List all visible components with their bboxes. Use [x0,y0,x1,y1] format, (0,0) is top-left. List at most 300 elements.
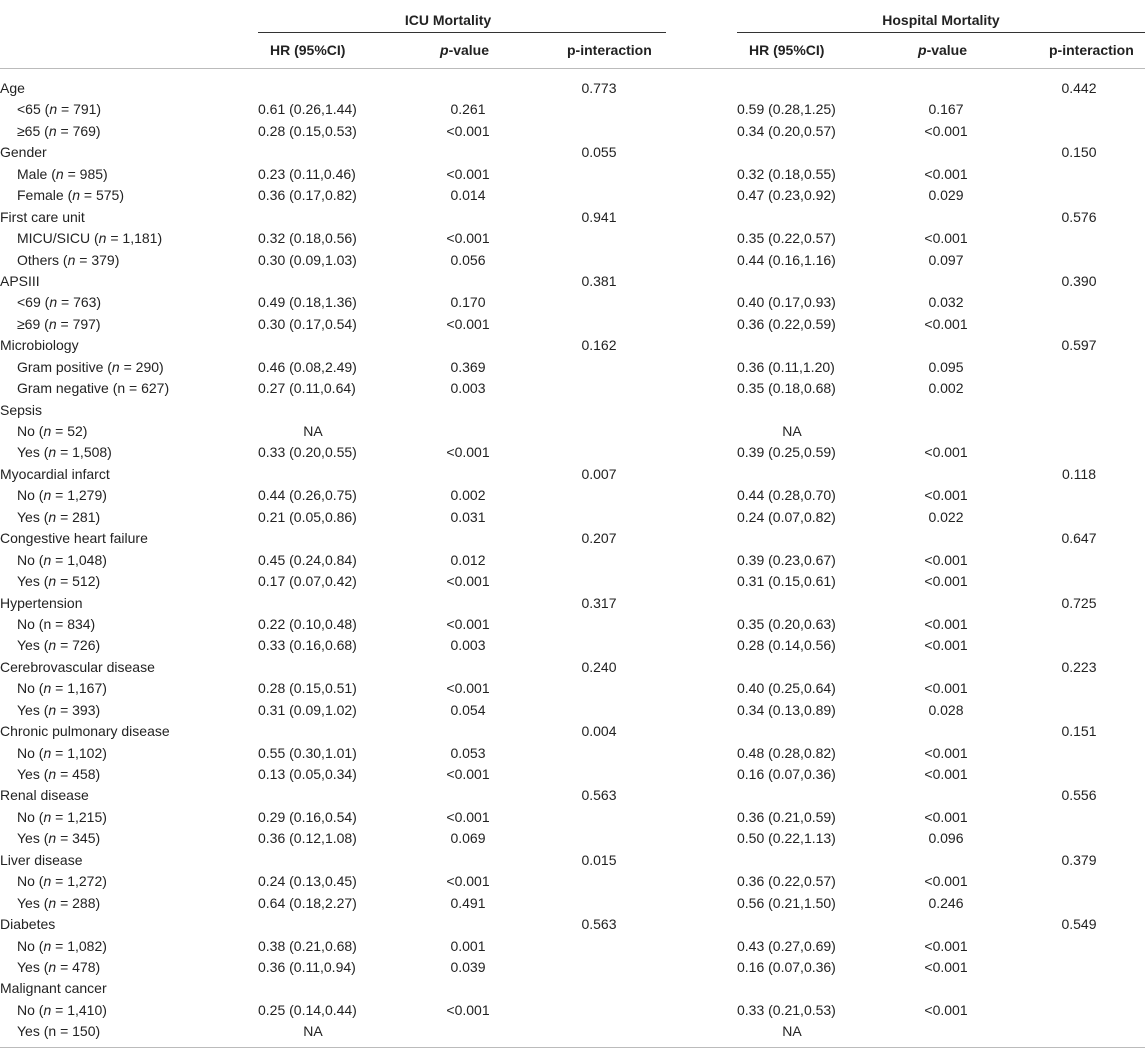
category-label: Chronic pulmonary disease [0,723,170,740]
table-category-row [0,464,1145,485]
subgroup-label [17,1021,100,1042]
icu-pvalue-cell: <0.001 [446,230,490,247]
icu-pvalue-cell: 0.003 [450,380,486,397]
subgroup-label [17,700,100,721]
subgroup-n-symbol: n [55,165,64,182]
subgroup-label [17,571,100,592]
hospital-hr-cell: 0.36 (0.22,0.59) [737,315,836,332]
subgroup-label-text: No (n = 834) [17,615,96,632]
hospital-hr-cell: 0.48 (0.28,0.82) [737,744,836,761]
subgroup-n-symbol: n [43,744,52,761]
category-label: Microbiology [0,337,79,354]
table-row [0,764,1145,785]
subgroup-label [17,550,107,571]
subgroup-label [17,421,87,442]
table-category-row [0,978,1145,999]
table-category-row [0,721,1145,742]
icu-hr-cell: 0.33 (0.20,0.55) [258,444,357,461]
hospital-hr-cell: 0.34 (0.13,0.89) [737,701,836,718]
hospital-pinteraction-cell: 0.118 [1062,465,1096,482]
icu-pvalue-cell: <0.001 [446,808,490,825]
subgroup-label-text: No ( [17,808,44,825]
hospital-pvalue-cell: <0.001 [924,808,968,825]
hospital-hr-cell: 0.28 (0.14,0.56) [737,637,836,654]
table-row [0,957,1145,978]
subgroup-n-symbol: n [48,444,57,461]
icu-pvalue-cell: <0.001 [446,873,490,890]
icu-pvalue-cell: <0.001 [446,573,490,590]
icu-pinteraction-cell: 0.317 [581,594,617,611]
subgroup-label [17,314,101,335]
subgroup-label-text: ≥65 ( [17,122,49,139]
subgroup-n-symbol: n [72,187,81,204]
hospital-hr-cell: 0.44 (0.16,1.16) [737,251,836,268]
subgroup-n-value: = 1,215) [51,808,107,825]
table-category-row [0,78,1145,99]
hospital-pvalue-cell: 0.095 [928,358,964,375]
subgroup-n-value: = 1,167) [51,680,107,697]
subgroup-n-symbol: n [48,894,57,911]
table-row [0,164,1145,185]
hospital-hr-cell: 0.24 (0.07,0.82) [737,508,836,525]
table-row [0,421,1145,442]
subgroup-label-text: Yes ( [17,573,49,590]
icu-pvalue-cell: 0.003 [450,637,486,654]
category-label: Renal disease [0,787,89,804]
hospital-pinteraction-cell: 0.556 [1061,787,1097,804]
icu-hr-cell: 0.28 (0.15,0.53) [258,122,357,139]
subgroup-label [17,442,112,463]
icu-pinteraction-cell: 0.015 [581,851,617,868]
category-label: Myocardial infarct [0,465,110,482]
group-header-icu: ICU Mortality [404,12,492,28]
subgroup-n-symbol: n [48,958,57,975]
subgroup-n-symbol: n [48,573,57,590]
hospital-pvalue-cell: <0.001 [924,680,968,697]
icu-pvalue-cell: 0.069 [450,830,486,847]
table-row [0,550,1145,571]
icu-hr-cell: NA [303,1023,323,1040]
icu-pinteraction-cell: 0.563 [581,787,617,804]
table-row [0,357,1145,378]
subgroup-label [17,121,101,142]
hospital-pinteraction-cell: 0.576 [1061,208,1097,225]
table-category-row [0,400,1145,421]
hospital-pvalue-cell: 0.097 [928,251,964,268]
hospital-hr-cell: 0.32 (0.18,0.55) [737,165,836,182]
icu-hr-cell: 0.36 (0.12,1.08) [258,830,357,847]
icu-pinteraction-cell: 0.162 [581,337,617,354]
table-row [0,378,1145,399]
table-category-row [0,914,1145,935]
subgroup-n-value: = 512) [56,573,101,590]
hospital-hr-cell: NA [782,423,802,439]
icu-pvalue-cell: <0.001 [446,122,490,139]
subgroup-label-text: Yes ( [17,894,49,911]
subgroup-n-symbol: n [48,701,57,718]
table-row [0,700,1145,721]
subgroup-label-text: No ( [17,423,44,439]
subgroup-n-symbol: n [43,680,52,697]
hospital-pvalue-cell: <0.001 [924,937,968,954]
subgroup-label [17,678,107,699]
subgroup-label-text: Yes ( [17,701,49,718]
subgroup-n-value: = 769) [56,122,101,139]
hospital-hr-cell: 0.36 (0.21,0.59) [737,808,836,825]
hospital-pvalue-cell: 0.032 [928,294,964,311]
table-category-row [0,271,1145,292]
subgroup-n-symbol: n [48,122,57,139]
hospital-hr-cell: 0.40 (0.17,0.93) [737,294,836,311]
table-row [0,314,1145,335]
subgroup-label-text: Gram negative (n = 627) [17,380,170,397]
subgroup-n-symbol: n [48,315,57,332]
subgroup-n-symbol: n [43,937,52,954]
icu-hr-cell: 0.49 (0.18,1.36) [258,294,357,311]
table-row [0,292,1145,313]
col-header-hospital-pinteraction: p-interaction [1049,42,1134,58]
subgroup-n-symbol: n [43,808,52,825]
subgroup-n-value: = 52) [51,423,88,439]
icu-pvalue-cell: 0.001 [450,937,486,954]
subgroup-n-value: = 1,102) [51,744,107,761]
subgroup-n-value: = 1,508) [56,444,112,461]
hospital-hr-cell: 0.39 (0.25,0.59) [737,444,836,461]
icu-pvalue-cell: <0.001 [446,444,490,461]
subgroup-n-value: = 1,272) [51,873,107,890]
icu-pvalue-cell: 0.170 [450,294,486,311]
category-label: Malignant cancer [0,980,107,997]
subgroup-label-text: Male ( [17,165,56,182]
icu-pinteraction-cell: 0.055 [581,144,617,161]
icu-pvalue-cell: 0.054 [450,701,486,718]
header-rule [0,68,1145,69]
icu-hr-cell: 0.21 (0.05,0.86) [258,508,357,525]
hospital-pvalue-cell: <0.001 [924,744,968,761]
hospital-pvalue-cell: 0.167 [928,101,964,118]
table-row [0,99,1145,120]
icu-pvalue-cell: 0.056 [450,251,486,268]
subgroup-n-value: = 1,181) [106,230,163,247]
subgroup-label [17,164,108,185]
table-row [0,507,1145,528]
icu-pvalue-cell: 0.053 [450,744,486,761]
table-category-row [0,142,1145,163]
hospital-pvalue-cell: <0.001 [924,615,968,632]
hospital-hr-cell: 0.47 (0.23,0.92) [737,187,836,204]
icu-hr-cell: 0.27 (0.11,0.64) [258,380,356,397]
table-row [0,635,1145,656]
subgroup-n-value: = 1,048) [51,551,107,568]
icu-hr-cell: 0.25 (0.14,0.44) [258,1001,357,1018]
subgroup-n-symbol: n [43,873,52,890]
icu-hr-cell: 0.45 (0.24,0.84) [258,551,357,568]
col-header-icu-hr: HR (95%CI) [270,42,346,58]
bottom-rule [0,1047,1145,1048]
table-row [0,893,1145,914]
hospital-hr-cell: 0.35 (0.20,0.63) [737,615,836,632]
hospital-pvalue-cell: 0.029 [928,187,964,204]
subgroup-label-text: <65 ( [17,101,50,118]
subgroup-label [17,250,119,271]
subgroup-label [17,807,107,828]
group-rule-icu [258,32,666,33]
category-label: First care unit [0,208,85,225]
subgroup-n-value: = 281) [56,508,101,525]
icu-hr-cell: NA [303,423,323,439]
hospital-pvalue-cell: <0.001 [924,873,968,890]
subgroup-n-value: = 288) [56,894,101,911]
subgroup-n-value: = 1,082) [51,937,107,954]
icu-pvalue-cell: <0.001 [446,315,490,332]
icu-pinteraction-cell: 0.007 [581,465,617,482]
table-category-row [0,785,1145,806]
table-row [0,871,1145,892]
hospital-pinteraction-cell: 0.150 [1061,144,1097,161]
icu-hr-cell: 0.30 (0.09,1.03) [258,251,357,268]
subgroup-label [17,893,100,914]
icu-hr-cell: 0.44 (0.26,0.75) [258,487,357,504]
icu-pvalue-cell: 0.491 [450,894,486,911]
hospital-pvalue-cell: <0.001 [924,551,968,568]
subgroup-n-symbol: n [43,1001,52,1018]
hospital-pinteraction-cell: 0.223 [1061,658,1097,675]
subgroup-label [17,292,101,313]
hospital-pinteraction-cell: 0.390 [1061,272,1097,289]
hospital-hr-cell: 0.36 (0.22,0.57) [737,873,836,890]
category-label: Age [0,80,25,96]
hospital-pvalue-cell: <0.001 [924,122,968,139]
hospital-pinteraction-cell: 0.379 [1061,851,1097,868]
hospital-pinteraction-cell: 0.725 [1061,594,1097,611]
hospital-hr-cell: 0.40 (0.25,0.64) [737,680,836,697]
icu-pvalue-cell: <0.001 [446,680,490,697]
icu-pinteraction-cell: 0.381 [581,272,617,289]
category-label: Diabetes [0,916,56,933]
icu-pvalue-cell: 0.261 [450,101,486,118]
subgroup-n-value: = 478) [56,958,101,975]
table-row [0,936,1145,957]
icu-pinteraction-cell: 0.240 [581,658,617,675]
table-row [0,250,1145,271]
subgroup-label-text: Yes ( [17,508,49,525]
icu-hr-cell: 0.32 (0.18,0.56) [258,230,357,247]
subgroup-label [17,828,100,849]
hospital-pvalue-cell: 0.096 [928,830,964,847]
subgroup-n-symbol: n [49,101,58,118]
icu-pinteraction-cell: 0.563 [581,916,617,933]
icu-pinteraction-cell: 0.004 [581,723,617,740]
subgroup-n-symbol: n [43,487,52,504]
subgroup-n-symbol: n [48,508,57,525]
icu-pvalue-cell: <0.001 [446,165,490,182]
subgroup-label-text: ≥69 ( [17,315,49,332]
hospital-hr-cell: 0.16 (0.07,0.36) [737,766,836,782]
subgroup-label-text: Yes ( [17,766,49,782]
hospital-hr-cell: 0.44 (0.28,0.70) [737,487,836,504]
subgroup-n-value: = 575) [80,187,125,204]
subgroup-label-text: No ( [17,680,44,697]
subgroup-label [17,99,101,120]
subgroup-n-symbol: n [43,423,52,439]
subgroup-label [17,764,100,785]
hospital-pvalue-cell: <0.001 [924,637,968,654]
subgroup-label [17,743,107,764]
subgroup-n-symbol: n [49,294,58,311]
hospital-hr-cell: 0.34 (0.20,0.57) [737,122,836,139]
table-category-row [0,335,1145,356]
subgroup-label [17,635,100,656]
icu-hr-cell: 0.24 (0.13,0.45) [258,873,357,890]
table-category-row [0,207,1145,228]
icu-pinteraction-cell: 0.207 [581,530,617,547]
category-label: Liver disease [0,851,83,868]
subgroup-label-text: No ( [17,487,44,504]
hospital-pvalue-cell: 0.002 [928,380,964,397]
icu-hr-cell: 0.33 (0.16,0.68) [258,637,357,654]
icu-pvalue-cell: 0.014 [450,187,486,204]
hospital-hr-cell: 0.16 (0.07,0.36) [737,958,836,975]
table-body [0,78,1145,1043]
hospital-hr-cell: 0.43 (0.27,0.69) [737,937,836,954]
subgroup-n-value: = 797) [56,315,101,332]
subgroup-label-text: Yes ( [17,637,49,654]
icu-pvalue-cell: <0.001 [446,1001,490,1018]
group-header-hospital: Hospital Mortality [882,12,1000,28]
col-header-icu-pinteraction: p-interaction [567,42,652,58]
hospital-hr-cell: 0.39 (0.23,0.67) [737,551,836,568]
icu-pvalue-cell: <0.001 [446,615,490,632]
subgroup-label-text: No ( [17,1001,44,1018]
subgroup-label [17,485,107,506]
subgroup-n-value: = 393) [56,701,101,718]
icu-pvalue-cell: 0.031 [450,508,486,525]
hospital-hr-cell: 0.59 (0.28,1.25) [737,101,836,118]
subgroup-n-value: = 1,410) [51,1001,107,1018]
subgroup-n-value: = 379) [75,251,120,268]
table-row [0,442,1145,463]
subgroup-label-text: MICU/SICU ( [17,230,99,247]
subgroup-label [17,1000,107,1021]
hospital-pvalue-cell: 0.246 [928,894,964,911]
hospital-hr-cell: NA [782,1023,802,1040]
table-category-row [0,528,1145,549]
icu-hr-cell: 0.36 (0.17,0.82) [258,187,357,204]
icu-pinteraction-cell: 0.773 [581,80,617,96]
table-row [0,1000,1145,1021]
hospital-hr-cell: 0.35 (0.18,0.68) [737,380,836,397]
subgroup-label [17,228,162,249]
category-label: Hypertension [0,594,83,611]
icu-pvalue-cell: 0.002 [450,487,486,504]
col-header-hospital-pvalue: p-value [918,42,968,58]
hospital-pvalue-cell: <0.001 [924,958,968,975]
subgroup-label-text: Female ( [17,187,73,204]
icu-hr-cell: 0.23 (0.11,0.46) [258,165,356,182]
subgroup-n-symbol: n [98,230,107,247]
subgroup-label-text: <69 ( [17,294,50,311]
category-label: Cerebrovascular disease [0,658,155,675]
hospital-pinteraction-cell: 0.549 [1061,916,1097,933]
hospital-pvalue-cell: <0.001 [924,1001,968,1018]
icu-pvalue-cell: 0.369 [450,358,486,375]
subgroup-n-value: = 345) [56,830,101,847]
hospital-pvalue-cell: 0.022 [928,508,964,525]
subgroup-n-symbol: n [48,830,57,847]
icu-hr-cell: 0.38 (0.21,0.68) [258,937,357,954]
subgroup-n-symbol: n [48,637,57,654]
table-row [0,614,1145,635]
subgroup-label-text: No ( [17,873,44,890]
hospital-hr-cell: 0.50 (0.22,1.13) [737,830,836,847]
subgroup-n-symbol: n [43,551,52,568]
subgroup-label-text: No ( [17,551,44,568]
category-label: Congestive heart failure [0,530,148,547]
category-label: APSIII [0,272,40,289]
icu-hr-cell: 0.64 (0.18,2.27) [258,894,357,911]
subgroup-n-symbol: n [67,251,76,268]
icu-hr-cell: 0.22 (0.10,0.48) [258,615,357,632]
icu-hr-cell: 0.29 (0.16,0.54) [258,808,357,825]
subgroup-label-text: No ( [17,744,44,761]
hospital-pinteraction-cell: 0.597 [1061,337,1097,354]
subgroup-n-value: = 1,279) [51,487,107,504]
icu-hr-cell: 0.28 (0.15,0.51) [258,680,357,697]
subgroup-n-symbol: n [48,766,57,782]
subgroup-n-value: = 458) [56,766,101,782]
table-row [0,743,1145,764]
table-row [0,185,1145,206]
icu-hr-cell: 0.55 (0.30,1.01) [258,744,357,761]
table-row [0,121,1145,142]
subgroup-label [17,357,164,378]
table-row [0,485,1145,506]
subgroup-n-value: = 726) [56,637,101,654]
hospital-pvalue-cell: <0.001 [924,165,968,182]
table-row [0,571,1145,592]
category-label: Sepsis [0,401,43,418]
hospital-pvalue-cell: <0.001 [924,766,968,782]
subgroup-n-value: = 763) [57,294,102,311]
subgroup-label-text: Others ( [17,251,68,268]
subgroup-label [17,957,100,978]
subgroup-n-symbol: n [111,358,120,375]
icu-pvalue-cell: 0.012 [450,551,486,568]
hospital-pinteraction-cell: 0.151 [1061,723,1097,740]
hospital-hr-cell: 0.33 (0.21,0.53) [737,1001,836,1018]
subgroup-label-text: Yes ( [17,958,49,975]
col-header-hospital-hr: HR (95%CI) [749,42,825,58]
hospital-pvalue-cell: <0.001 [924,230,968,247]
subgroup-label [17,378,169,399]
icu-hr-cell: 0.31 (0.09,1.02) [258,701,357,718]
col-header-icu-pvalue: p-value [440,42,490,58]
table-row [0,1021,1145,1042]
subgroup-label [17,185,124,206]
hospital-pvalue-cell: <0.001 [924,487,968,504]
hospital-hr-cell: 0.35 (0.22,0.57) [737,230,836,247]
subgroup-label-text: Yes ( [17,830,49,847]
hospital-pvalue-cell: <0.001 [924,315,968,332]
table-row [0,828,1145,849]
hospital-hr-cell: 0.56 (0.21,1.50) [737,894,836,911]
table-category-row [0,657,1145,678]
hospital-pinteraction-cell: 0.647 [1061,530,1097,547]
subgroup-label [17,871,107,892]
hospital-pvalue-cell: 0.028 [928,701,964,718]
hospital-pvalue-cell: <0.001 [924,444,968,461]
hospital-hr-cell: 0.31 (0.15,0.61) [737,573,836,590]
